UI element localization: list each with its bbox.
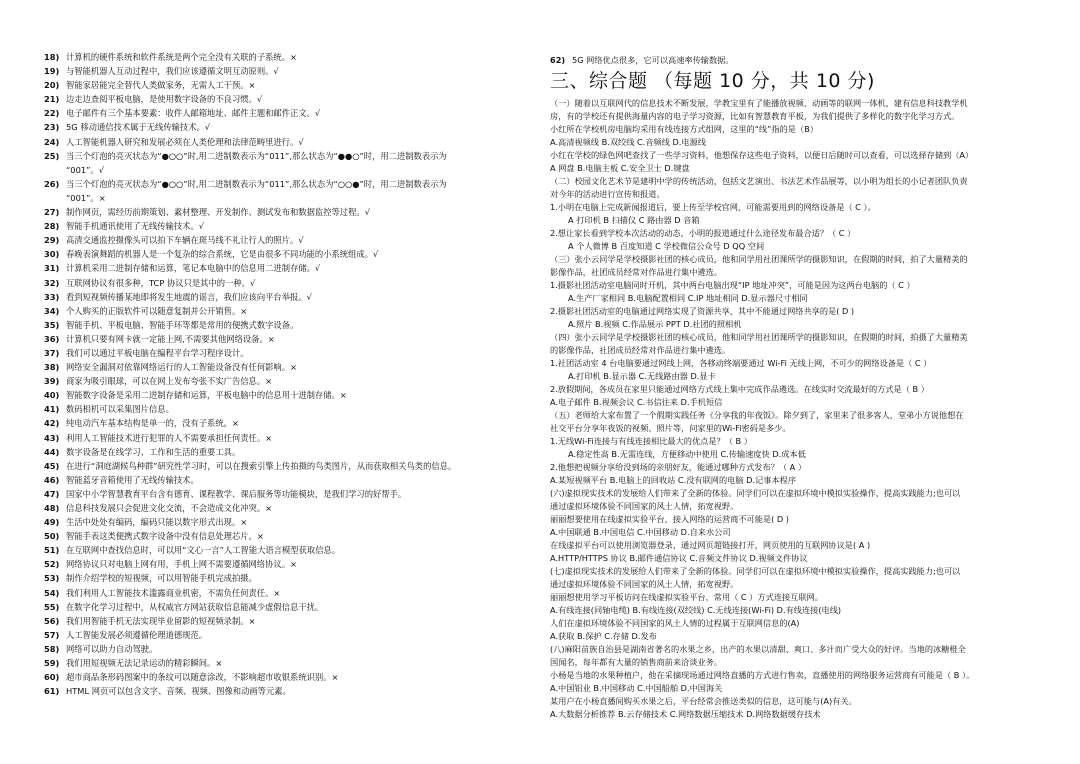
item-number: 36) [44,333,60,344]
question-line: A.某短视频平台 B.电脑上的回收站 C.没有联网的电脑 D.记事本程序 [550,475,797,485]
item-text: 我们用智能手机无法实现毕业留影的短视频录制。× [66,615,256,626]
question-line: A.中国联通 B.中国电信 C.中国移动 D.自来水公司 [550,527,731,537]
item-number: 29) [44,235,60,246]
item-text: 智能手表这类便携式数字设备中没有信息处理芯片。× [66,531,264,542]
item-number: 33) [44,291,60,302]
question-line: 对今年的活动进行宣传和报道。 [550,189,665,199]
question-line: 1.无线Wi-Fi连接与有线连接相比最大的优点是？（ B ） [550,436,752,446]
item-number: 26) [44,178,60,189]
judgment-item [44,571,539,585]
item-text: 数码相机可以采集图片信息。 [66,404,174,415]
item-number: 34) [44,305,60,316]
item-text: 制作介绍学校的短视频，可以用智能手机完成拍摄。 [66,573,257,584]
question-line: A 网盘 B.电脑主板 C.安全卫士 D.键盘 [550,163,690,173]
item-number: 18) [44,52,60,62]
judgment-item [44,628,539,642]
judgment-item [44,233,539,247]
question-line: 影像作品，社团成员经常对作品进行集中遴选。 [550,267,722,277]
judgment-item [44,332,539,346]
judgment-item [44,346,539,360]
item-number: 30) [44,249,60,260]
judgment-item [44,473,539,487]
item-number: 54) [44,587,60,598]
judgment-item [44,416,539,430]
item-text: 看到短视频传播某地即将发生地震的谣言，我们应该向平台举报。√ [66,291,312,302]
item-text: 利用人工智能技术进行犯罪的人不需要承担任何责任。× [66,432,273,443]
item-text: 边走边查阅平板电脑，是使用数字设备的不良习惯。√ [66,94,263,105]
item-text: 当三个灯泡的亮灭状态为“●○○”时,用二进制数表示为“011”,那么状态为“○○●”时，用二进制数表示为 [66,178,447,189]
item-number: 41) [44,404,60,415]
item-text-continued: “001”。× [66,192,106,203]
item-text: 5G 移动通信技术属于无线传输技术。√ [66,122,211,133]
item-number: 39) [44,376,60,387]
section-title: 三、综合题 （每题 10 分，共 10 分) [550,70,875,92]
question-line: A.大数据分析推荐 B.云存储技术 C.网络数据压缩技术 D.网络数据缓存技术 [550,709,821,719]
item-number: 37) [44,347,60,358]
item-text: 我们可以通过平板电脑在编程平台学习程序设计。 [66,347,249,358]
judgment-item [44,515,539,529]
item-text: 在进行“洞庭湖候鸟种群”研究性学习时，可以在搜索引擎上传拍摄的鸟类图片，从而获取相关鸟类的信息。 [66,460,457,471]
judgment-item [44,487,539,501]
judgment-item [44,360,539,374]
item-text: 智能数字设备是采用二进制存储和运算，平板电脑中的信息用十进制存储。× [66,390,347,401]
item-text: 计算机采用二进制存储和运算，笔记本电脑中的信息用二进制存储。√ [66,263,321,274]
item-text: 智能蓝牙音箱使用了无线传输技术。 [66,474,199,485]
item-text: 当三个灯泡的亮灭状态为“●○○”时,用二进制数表示为“011”,那么状态为“●●○”时，用二进制数表示为 [66,150,447,161]
question-line: A.获取 B.保护 C.存储 D.发布 [550,631,657,641]
judgment-item [44,219,539,233]
question-line: 小红在学校的绿色网吧查找了一些学习资料，他想保存这些电子资料，以便日后随时可以查看，可以选择存储到（A） [550,150,974,160]
question-line: 2.他想把视频分享给没到场的亲朋好友，能通过哪种方式发布？（ A ） [550,462,807,472]
judgment-item [44,670,539,684]
item-number: 57) [44,629,60,640]
item-number: 40) [44,390,60,401]
judgment-item [44,388,539,402]
item-number: 22) [44,108,60,119]
judgment-item [44,501,539,515]
item-text: 智能手机、平板电脑、智能手环等都是常用的便携式数字设备。 [66,319,299,330]
item-text: 互联网协议有很多种，TCP 协议只是其中的一种。√ [66,277,256,288]
item-number: 20) [44,80,60,91]
item-number: 25) [44,150,60,161]
question-line: 通过虚拟环境体验不同国家的风土人情，拓宽视野。 [550,501,739,511]
item-text: 制作网页，需经历前期策划、素材整理、开发制作、测试发布和数据监控等过程。√ [66,207,370,218]
item-number: 35) [44,319,60,330]
item-number: 27) [44,207,60,218]
judgment-item [44,205,539,219]
judgment-item [44,586,539,600]
judgment-item [44,543,539,557]
question-line: 房，有的学校还有提供海量内容的电子学习资源，比如有智慧教育平板，为我们提供了多样化的数字化学习方式。 [550,111,960,121]
judgment-item [44,529,539,543]
question-line: （二）校园文化艺术节是建明中学的传统活动，包括文艺演出、书法艺术作品展等，以小明为组长的小记者团队负责 [550,176,968,186]
item-number: 50) [44,531,60,542]
item-number: 32) [44,277,60,288]
item-number: 45) [44,460,60,471]
judgment-item [44,92,539,106]
item-number: 49) [44,517,60,528]
question-line: 在线虚拟平台可以使用浏览器登录，通过网页超链接打开，网页使用的互联网协议是( A ) [550,540,871,550]
question-line: A.高清视频线 B.双绞线 C.音频线 D.电源线 [550,137,706,147]
question-line: A.HTTP/HTTPS 协议 B.邮件通信协议 C.音频文件协议 D.视频文件协议 [550,553,808,563]
judgment-item [44,374,539,388]
item-text: HTML 网页可以包含文字、音频、视频、图像和动画等元素。 [66,686,291,697]
question-line: 小红所在学校机房电脑均采用有线连接方式组网，这里的“线”指的是（B） [550,124,818,134]
item-number: 31) [44,263,60,274]
judgment-item [44,684,539,698]
item-number: 44) [44,446,60,457]
item-text: 网络协议只对电脑上网有用，手机上网不需要遵循网络协议。× [66,559,297,570]
item-number: 61) [44,686,60,697]
judgment-item [44,290,539,304]
comprehensive-column [550,54,1040,721]
question-line: 人们在虚拟环境体验不同国家的风土人情的过程属于互联网信息的(A) [550,618,800,628]
question-line: A 个人微博 B 百度知道 C 学校微信公众号 D QQ 空间 [568,241,765,251]
judgment-item [44,276,539,290]
item-text: 个人购买的正版软件可以随意复制并公开销售。× [66,305,248,316]
item-number: 60) [44,672,60,683]
item-number: 21) [44,94,60,105]
judgment-item [44,557,539,571]
judgment-item [44,614,539,628]
item-text: 网络安全漏洞对依靠网络运行的人工智能设备没有任何影响。× [66,362,297,373]
question-line: 1.摄影社团活动室电脑同时开机，其中两台电脑出现“IP 地址冲突”，可能是因为这两台电脑的（ C ） [550,280,915,290]
question-line: 丽丽想要使用在线虚拟实验平台，接入网络的运营商不可能是( D ) [550,514,789,524]
question-line: 的影像作品，社团成员经常对作品进行集中遴选。 [550,345,731,355]
item-number: 19) [44,66,60,77]
item-text: 人工智能机器人研究和发展必须在人类伦理和法律范畴里进行。√ [66,136,304,147]
item-text: 电子邮件有三个基本要素：收件人邮箱地址、邮件主题和邮件正文。√ [66,108,321,119]
question-line: A.生产厂家相同 B.电脑配置相同 C.IP 地址相同 D.显示器尺寸相同 [568,293,808,303]
item-number: 43) [44,432,60,443]
judgment-item [44,177,539,191]
judgment-item [44,261,539,275]
question-line: 某用户在小杨直播间购买水果之后，平台经常会推送类似的信息，这可能与(A)有关。 [550,696,857,706]
question-line: A 打印机 B 扫描仪 C 路由器 D 音箱 [568,215,700,225]
judgment-item [44,78,539,92]
question-line: (七)虚拟现实技术的发展给人们带来了全新的体验。同学们可以在虚拟环境中模拟实验操作，提高实践能力;也可以 [550,566,961,576]
item-text: 数字设备是在线学习、工作和生活的重要工具。 [66,446,241,457]
judgment-item [44,106,539,120]
question-line: 小杨是当地的水果种植户，他在采摘现场通过网络直播的方式进行售卖，直播使用的网络服务运营商有可能是（ B ）。 [550,670,975,680]
item-number: 51) [44,545,60,556]
item-text: 生活中处处有编码，编码只能以数字形式出现。× [66,517,248,528]
question-line: A.稳定性高 B.无需连线，方便移动中使用 C.传输速度快 D.成本低 [568,449,806,459]
question-line: 2.摄影社团活动室的电脑通过网络实现了资源共享，其中不能通过网络共享的是( D ) [550,306,855,316]
judgment-item [44,642,539,656]
item-number: 56) [44,615,60,626]
question-line: A.打印机 B.显示器 C.无线路由器 D.显卡 [568,371,716,381]
item-text: 人工智能发展必须遵循伦理道德规范。 [66,629,208,640]
question-line: 丽丽想使用学习平板访问在线虚拟实验平台，常用（ C ）方式连接互联网。 [550,592,823,602]
item-text-continued: “001”。√ [66,164,105,175]
item-text: 计算机的硬件系统和软件系统是两个完全没有关联的子系统。× [66,52,297,62]
item-number: 53) [44,573,60,584]
item-number: 24) [44,136,60,147]
question-line: (八)麻阳苗族自治县是湖南省著名的水果之乡，出产的水果以清甜、爽口、多汁而广受大众的好评。当地的冰糖橙全 [550,644,966,654]
item-text: 超市商品条形码图案中的条纹可以随意涂改，不影响超市收银系统识别。× [66,672,339,683]
item-number: 52) [44,559,60,570]
judgment-item [44,247,539,261]
item-number: 59) [44,658,60,669]
item-text: 智能家居能完全替代人类做家务，无需人工干预。× [66,80,256,91]
judgment-item [44,600,539,614]
item-text: 信息科技发展只会促进文化交流，不会造成文化冲突。× [66,503,273,513]
item-text: 在互联网中查找信息时，可以用“文心一言”人工智能大语言模型获取信息。 [66,545,341,556]
comprehensive-questions [550,97,1040,721]
question-line: (六)虚拟现实技术的发展给人们带来了全新的体验。同学们可以在虚拟环境中模拟实验操作，提高实践能力;也可以 [550,488,961,498]
judgment-item [44,149,539,163]
item-text: 我们用短视频无法记录运动的精彩瞬间。× [66,658,223,669]
question-line: 2.放假期间，各成员在家里只能通过网络方式线上集中完成作品遴选。在线实时交流最好的方式是（ B ） [550,384,929,394]
question-line: （四）张小云同学是学校摄影社团的核心成员，他和同学用社团课所学的摄影知识，在假期的时间，拍摄了大量精美 [550,332,968,342]
judgment-item [44,120,539,134]
item-number: 38) [44,362,60,373]
judgment-item [44,431,539,445]
item-text: 春晚表演舞蹈的机器人是一个复杂的综合系统，它是由很多不同功能的小系统组成。√ [66,249,379,260]
judgment-item [44,64,539,78]
question-line: A.有线连接(同轴电缆) B.有线连接(双绞线) C.无线连接(Wi-Fi) D.有线连接(电线) [550,605,842,615]
item-text: 在数字化学习过程中，从权威官方网站获取信息能减少虚假信息干扰。 [66,601,324,612]
item-text: 国家中小学智慧教育平台含有德育、课程教学、课后服务等功能模块，是我们学习的好帮手。 [66,488,407,499]
item-text: 与智能机器人互动过程中，我们应该遵循文明互动原则。√ [66,66,279,77]
question-line: A.中国铝业 B.中国移动 C.中国船舶 D.中国海关 [550,683,723,693]
question-line: （一）随着以互联网代的信息技术不断发展，学教宝里有了能播放视频、动画等的联网一体机，建有信息科技教学机 [550,98,968,108]
item-number: 58) [44,643,60,654]
item-number: 23) [44,122,60,133]
question-line: 1.小明在电脑上完成新闻报道后，要上传至学校官网，可能需要用到的网络设备是（ C ）。 [550,202,876,212]
item-number: 42) [44,418,60,429]
item-text: 纯电动汽车基本结构是单一的，没有子系统。× [66,418,239,429]
item-number: 47) [44,488,60,499]
item-text: 高清交通监控摄像头可以拍下车辆在斑马线不礼让行人的照片。√ [66,235,304,246]
item-text: 商家为吸引眼球，可以在网上发布夸张不实广告信息。× [66,376,273,387]
judgment-item [44,318,539,332]
item-text: 我们利用人工智能技术滥露商业机密，不需负任何责任。× [66,587,281,598]
item-number: 48) [44,503,60,513]
item-text: 网络可以助力自动驾驶。 [66,643,158,654]
judgment-item [44,402,539,416]
judgment-item [44,459,539,473]
question-line: 国闻名，每年都有大量的销售商前来洽谈业务。 [550,657,722,667]
question-line: 1.社团活动室 4 台电脑要通过网线上网，各移动终端要通过 Wi-Fi 无线上网，不可少的网络设备是（ C ） [550,358,932,368]
question-line: 通过虚拟环境体验不同国家的风土人情，拓宽视野。 [550,579,739,589]
item-text: 智能手机通讯使用了无线传输技术。√ [66,221,205,232]
judgment-item [44,656,539,670]
item-number: 55) [44,601,60,612]
question-line: A.电子邮件 B.视频会议 C.书信往来 D.手机短信 [550,397,723,407]
question-line: 社交平台分享年夜饭的视频、照片等，问家里的Wi-Fi密码是多少。 [550,423,791,433]
true-false-column [44,50,539,698]
judgment-item [44,50,539,64]
item-number: 28) [44,221,60,232]
judgment-item [44,135,539,149]
question-line: （五）老师给大家布置了一个假期实践任务《分享我的年夜饭》。除夕到了，家里来了很多客人，堂弟小方说他想在 [550,410,964,420]
judgment-item [44,304,539,318]
question-line: A.照片 B.视频 C.作品展示 PPT D.社团的照相机 [568,319,742,329]
question-line: 2.想让家长看到学校本次活动的动态，小明的报道通过什么途径发布最合适？（ C ） [550,228,856,238]
item-number: 46) [44,474,60,485]
question-line: （三）张小云同学是学校摄影社团的核心成员，他和同学用社团课所学的摄影知识，在假期的时间，拍了大量精美的 [550,254,968,264]
judgment-item [44,445,539,459]
item-text: 计算机只要有网卡就一定能上网,不需要其他网络设备。× [66,333,275,344]
question-62: 62) 5G 网络优点很多，它可以高速率传输数据。 [550,55,734,65]
